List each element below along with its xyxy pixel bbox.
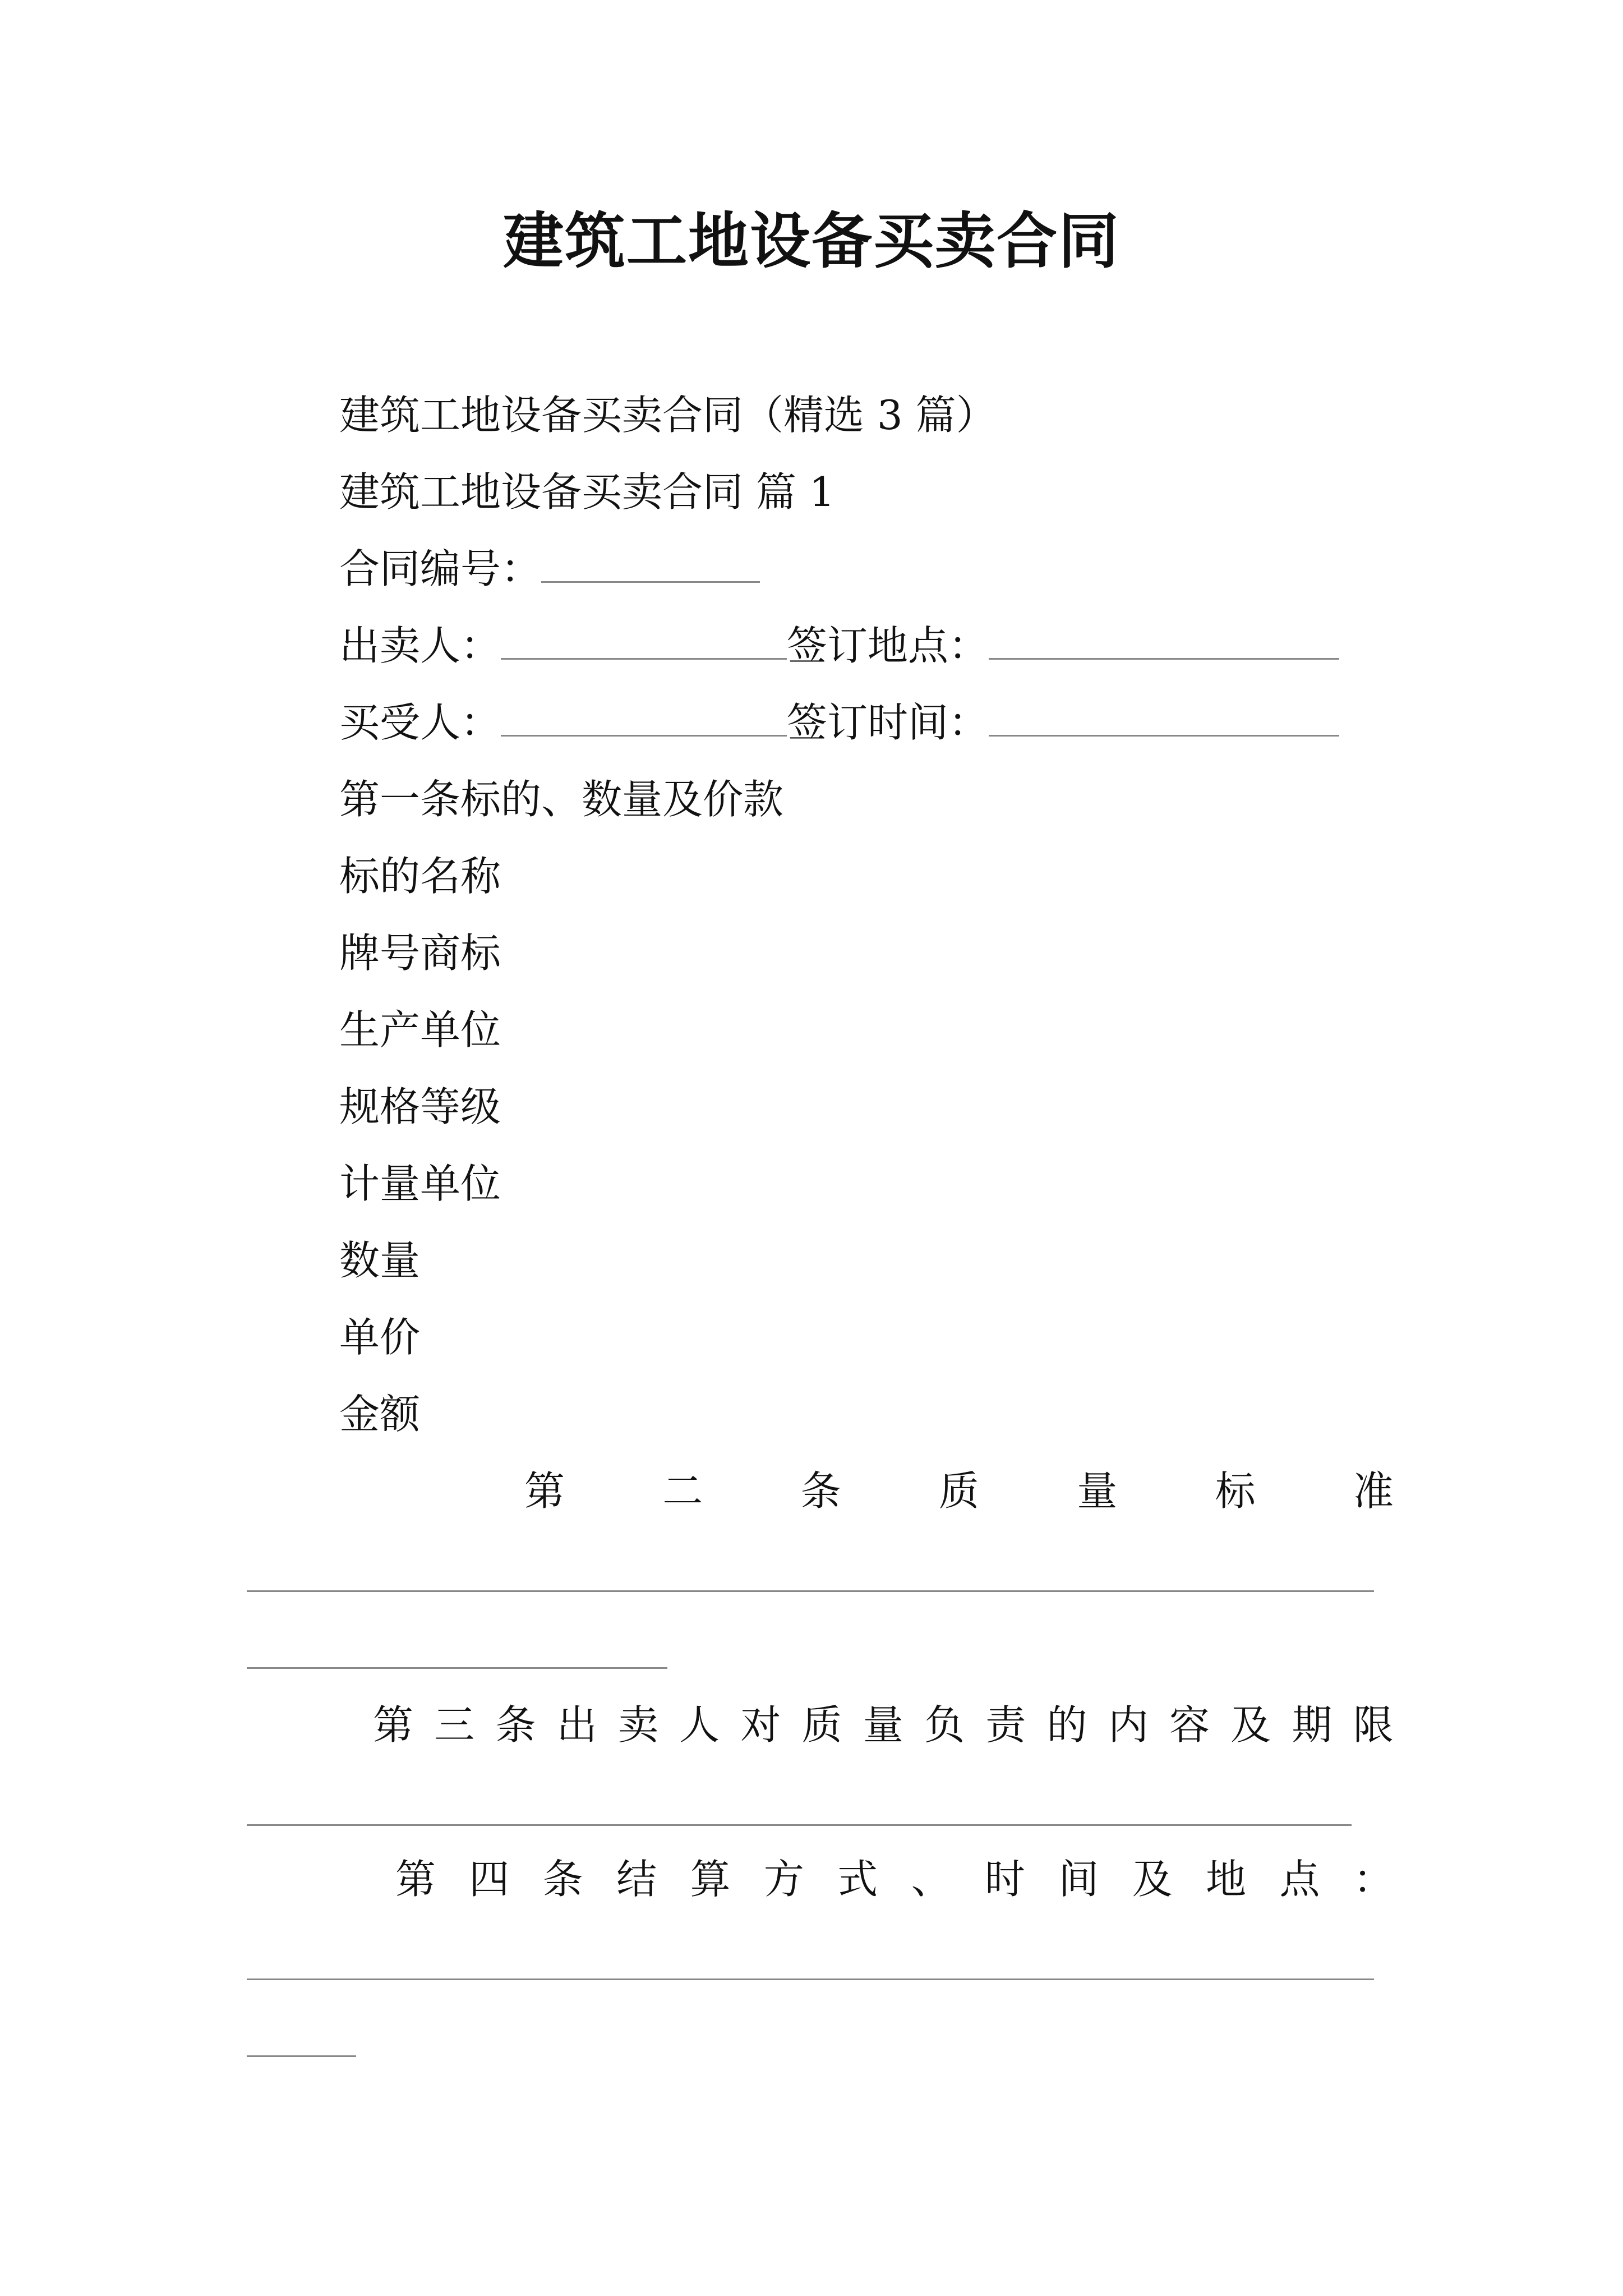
buyer-blank bbox=[501, 700, 787, 737]
buyer-row bbox=[339, 694, 1339, 751]
seller-blank bbox=[501, 623, 787, 660]
contract-number-row bbox=[339, 541, 760, 597]
item-subject-name: 标的名称 bbox=[339, 853, 501, 900]
document-title: 建筑工地设备买卖合同 bbox=[502, 206, 1120, 277]
signing-time-label: 签订时间： bbox=[787, 699, 989, 746]
item-quantity: 数量 bbox=[339, 1237, 421, 1284]
document-subtitle: 建筑工地设备买卖合同（精选 3 篇） bbox=[339, 392, 997, 439]
article-4-heading: 第 四 条 结 算 方 式 、 时 间 及 地 点 ： bbox=[395, 1856, 1394, 1903]
article-2-heading: 第 二 条 质 量 标 准 bbox=[524, 1467, 1394, 1515]
article-4-blank-line-2 bbox=[247, 2055, 356, 2057]
article-3-heading: 第 三 条 出 卖 人 对 质 量 负 责 的 内 容 及 期 限 bbox=[373, 1701, 1394, 1749]
article-2-blank-line-2 bbox=[247, 1667, 667, 1669]
article-2-blank-line-1 bbox=[247, 1590, 1374, 1592]
seller-label: 出卖人： bbox=[339, 622, 501, 669]
signing-place-blank bbox=[989, 623, 1339, 660]
item-spec-grade: 规格等级 bbox=[339, 1083, 501, 1130]
seller-row bbox=[339, 618, 1339, 674]
item-unit-price: 单价 bbox=[339, 1314, 421, 1361]
article-3-blank-line bbox=[247, 1824, 1352, 1826]
item-amount: 金额 bbox=[339, 1391, 421, 1438]
item-unit-of-measure: 计量单位 bbox=[339, 1160, 501, 1207]
signing-time-blank bbox=[989, 700, 1339, 737]
part-heading: 建筑工地设备买卖合同 篇 1 bbox=[339, 468, 835, 516]
item-brand-trademark: 牌号商标 bbox=[339, 930, 501, 977]
article-1-heading: 第一条标的、数量及价款 bbox=[339, 776, 784, 823]
contract-number-label: 合同编号： bbox=[339, 545, 542, 592]
item-manufacturer: 生产单位 bbox=[339, 1006, 501, 1053]
signing-place-label: 签订地点： bbox=[787, 622, 989, 669]
article-4-blank-line-1 bbox=[247, 1978, 1374, 1980]
buyer-label: 买受人： bbox=[339, 699, 501, 746]
contract-number-blank bbox=[541, 546, 760, 583]
